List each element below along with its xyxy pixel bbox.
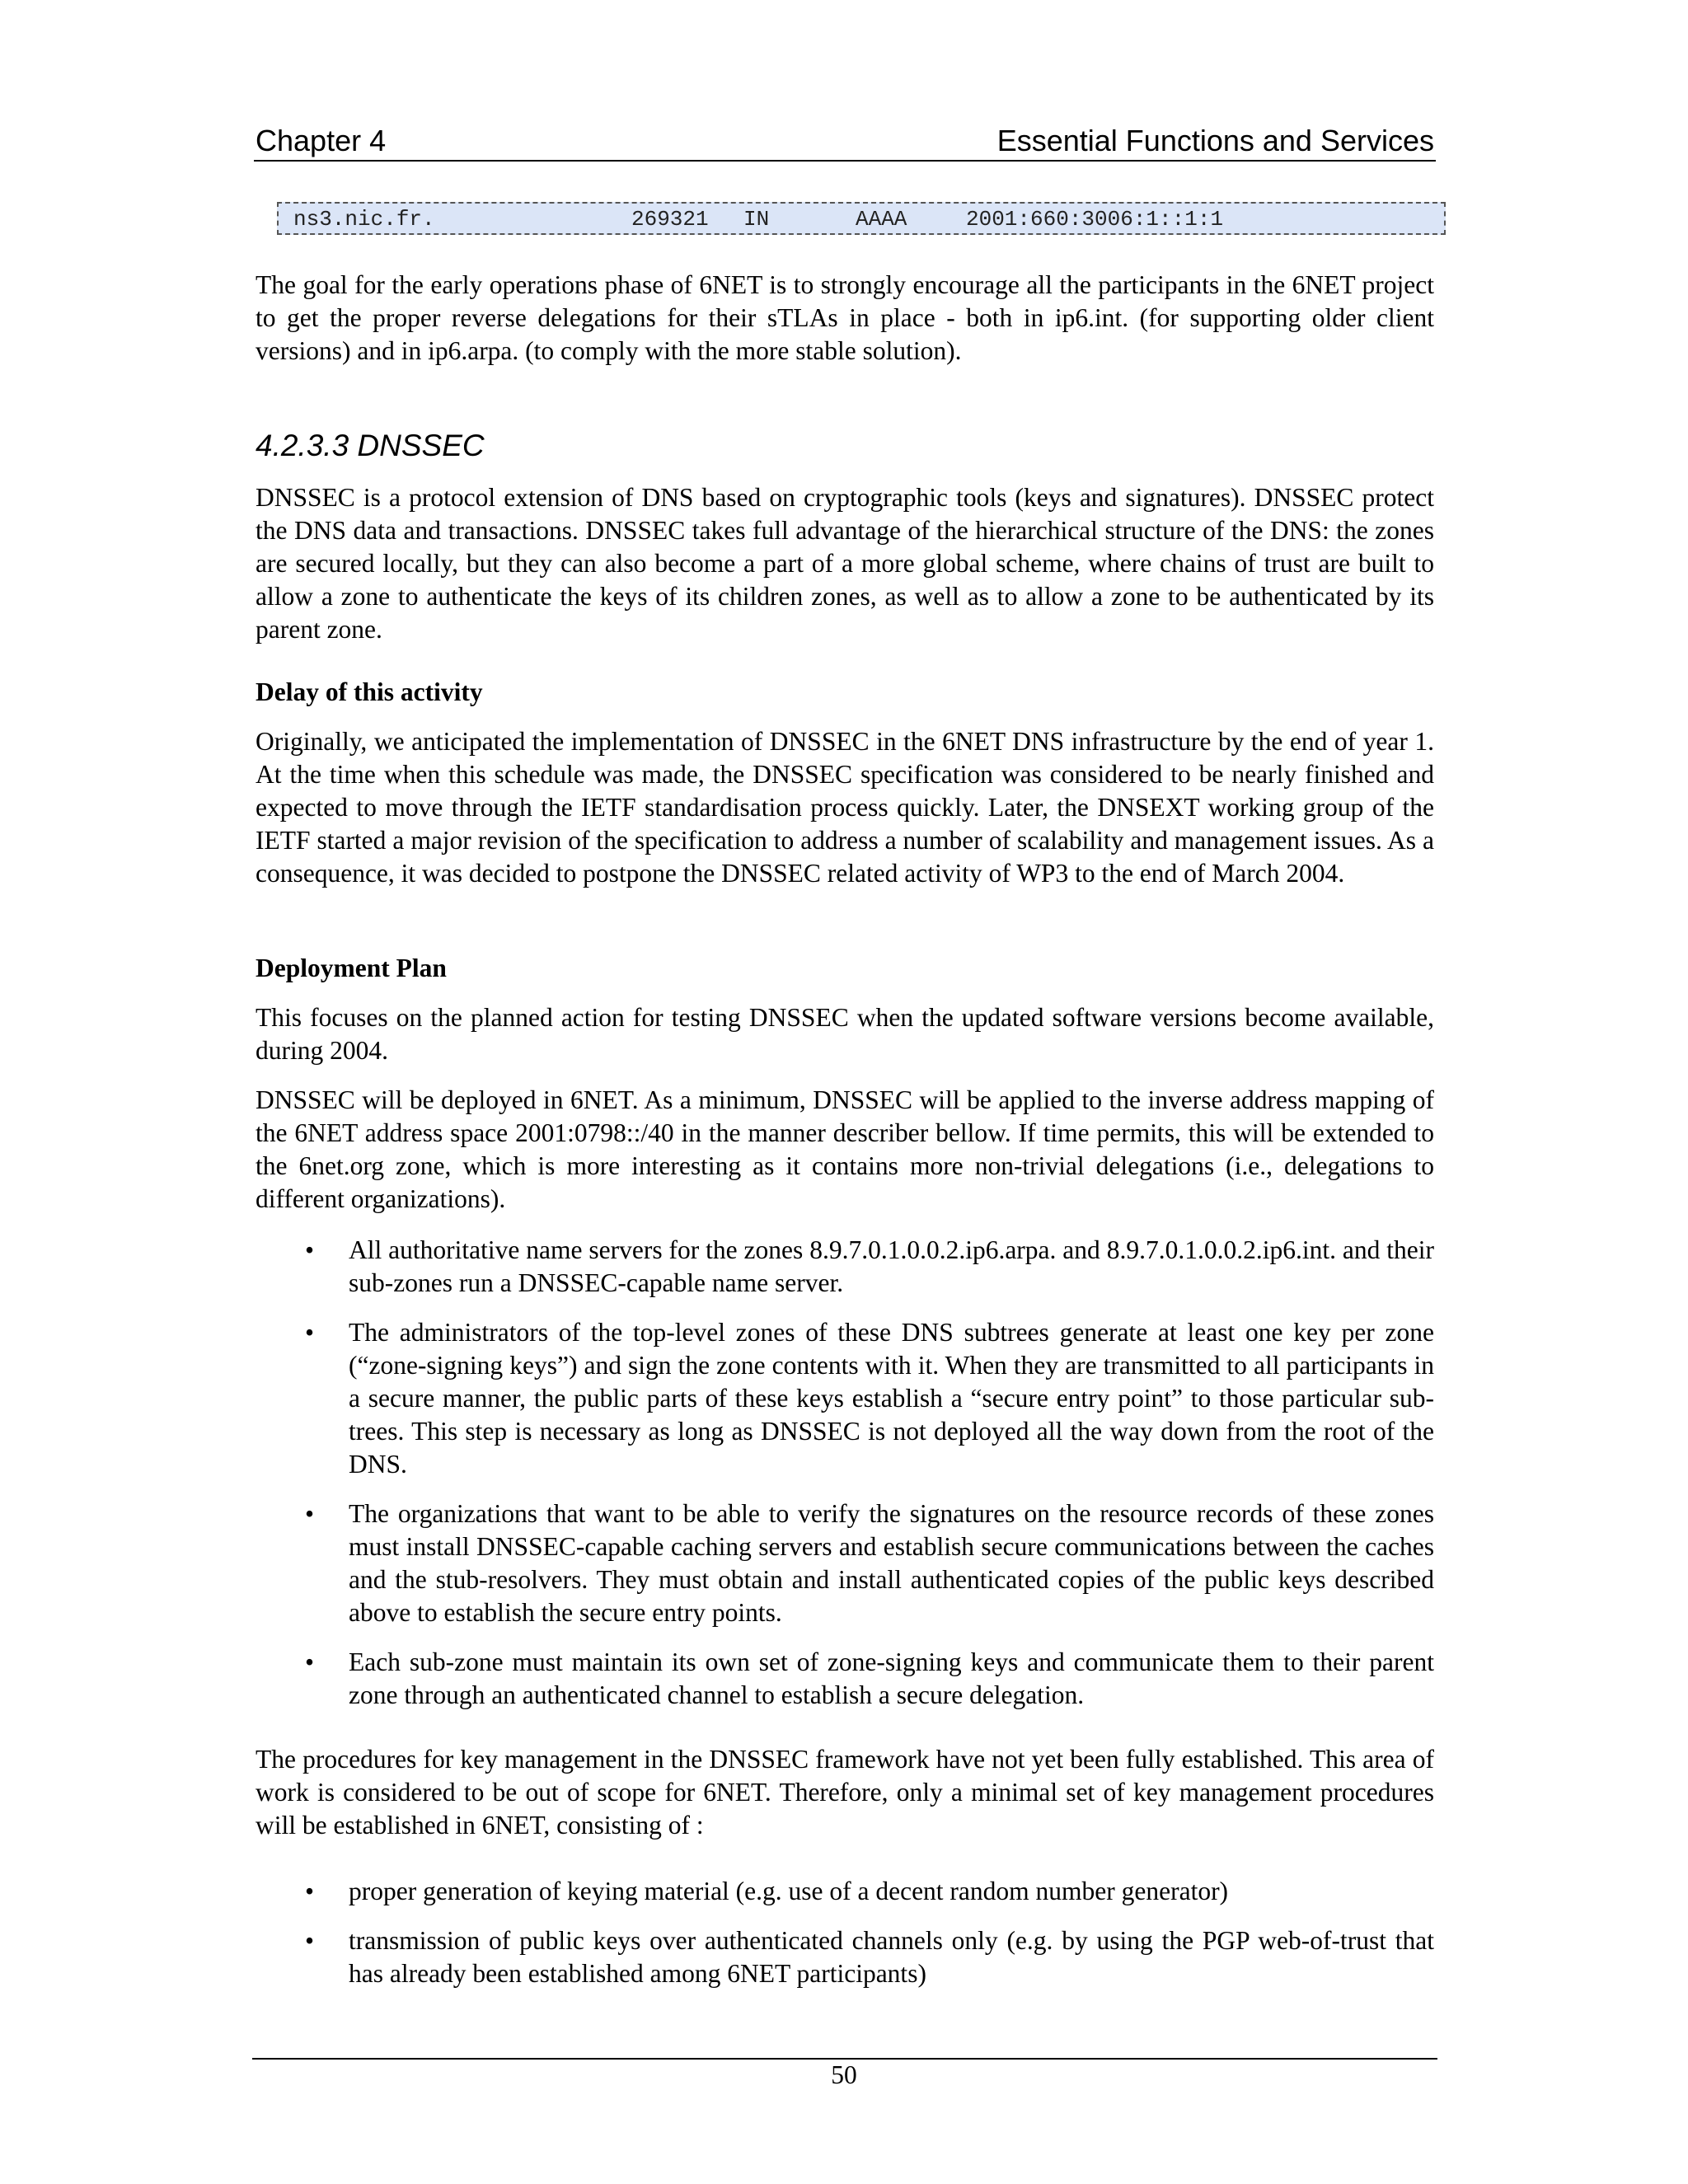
list-item: • Each sub-zone must maintain its own set of zone-signing keys and communicate them to their parent zone through an authenticated channel to establish a secure delegation. [305, 1647, 1434, 1709]
bullet-icon: • [305, 1647, 315, 1676]
delay-heading: Delay of this activity [256, 677, 483, 706]
record-type: AAAA [856, 207, 907, 232]
deployment-intro-paragraph: This focuses on the planned action for testing DNSSEC when the updated software versions become available, during 2004. [256, 1003, 1434, 1065]
record-class: IN [743, 207, 770, 232]
record-name: ns3.nic.fr. [293, 207, 435, 232]
list-item: • The organizations that want to be able to verify the signatures on the resource records of these zones must install DNSSEC-capable caching servers and establish secure communications between the caches and the stub-resolvers. They must obtain and install authenticated copies of the public keys described above to establish the secure entry points. [305, 1499, 1434, 1627]
list-item: • proper generation of keying material (e.g. use of a decent random number generator) [256, 1875, 1434, 1908]
delay-paragraph: Originally, we anticipated the implementation of DNSSEC in the 6NET DNS infrastructure by the end of year 1. At the time when this schedule was made, the DNSSEC specification was considered to be nearly finished and expected to move through the IETF standardisation process quickly. Later, the DNSEXT working group of the IETF started a major revision of the specification to address a number of scalability and management issues. As a consequence, it was decided to postpone the DNSSEC related activity of WP3 to the end of March 2004. [256, 727, 1434, 888]
footer-rule [252, 2058, 1437, 2060]
deployment-scope-paragraph: DNSSEC will be deployed in 6NET. As a minimum, DNSSEC will be applied to the inverse address mapping of the 6NET address space 2001:0798::/40 in the manner describer bellow. If time permits, this will be extended to the 6net.org zone, which is more interesting as it contains more non-trivial delegations (i.e., delegations to different organizations). [256, 1085, 1434, 1213]
list-item: • transmission of public keys over authenticated channels only (e.g. by using the PGP web-of-trust that has already been established among 6NET participants) [305, 1926, 1434, 1988]
list-item: • All authoritative name servers for the zones 8.9.7.0.1.0.0.2.ip6.arpa. and 8.9.7.0.1.0.0.2.ip6.int. and their sub-zones run a DNSSEC-capable name server. [305, 1235, 1434, 1297]
record-ttl: 269321 [631, 207, 709, 232]
chapter-label: Chapter 4 [256, 124, 387, 157]
dnssec-intro-paragraph: DNSSEC is a protocol extension of DNS based on cryptographic tools (keys and signatures). DNSSEC protect the DNS data and transactions. DNSSEC takes full advantage of the hierarchical structure of the DNS: the zones are secured locally, but they can also become a part of a more global scheme, where chains of trust are built to allow a zone to authenticate the keys of its children zones, as well as to allow a zone to be authenticated by its parent zone. [256, 483, 1434, 644]
chapter-title: Essential Functions and Services [996, 124, 1434, 157]
section-heading: 4.2.3.3 DNSSEC [256, 429, 485, 462]
deployment-heading: Deployment Plan [256, 954, 447, 982]
dns-record-code-box [277, 202, 1446, 235]
record-address: 2001:660:3006:1::1:1 [966, 207, 1224, 232]
bullet-icon: • [305, 1235, 315, 1264]
key-management-paragraph: The procedures for key management in the DNSSEC framework have not yet been fully established. This area of work is considered to be out of scope for 6NET. Therefore, only a minimal set of key management procedures will be established in 6NET, consisting of : [256, 1745, 1434, 1840]
bullet-icon: • [305, 1499, 315, 1528]
bullet-icon: • [305, 1877, 315, 1905]
page-number: 50 [831, 2060, 857, 2089]
intro-paragraph: The goal for the early operations phase of 6NET is to strongly encourage all the participants in the 6NET project to get the proper reverse delegations for their sTLAs in place - both in ip6.int. (for supporting older client versions) and in ip6.arpa. (to comply with the more stable solution). [256, 270, 1434, 365]
bullet-icon: • [305, 1926, 315, 1955]
running-header [254, 124, 1436, 162]
list-item: • The administrators of the top-level zones of these DNS subtrees generate at least one key per zone (“zone-signing keys”) and sign the zone contents with it. When they are transmitted to all participants in a secure manner, the public parts of these keys establish a “secure entry point” to those particular sub-trees. This step is necessary as long as DNSSEC is not deployed all the way down from the root of the DNS. [305, 1318, 1434, 1479]
bullet-icon: • [305, 1318, 315, 1347]
